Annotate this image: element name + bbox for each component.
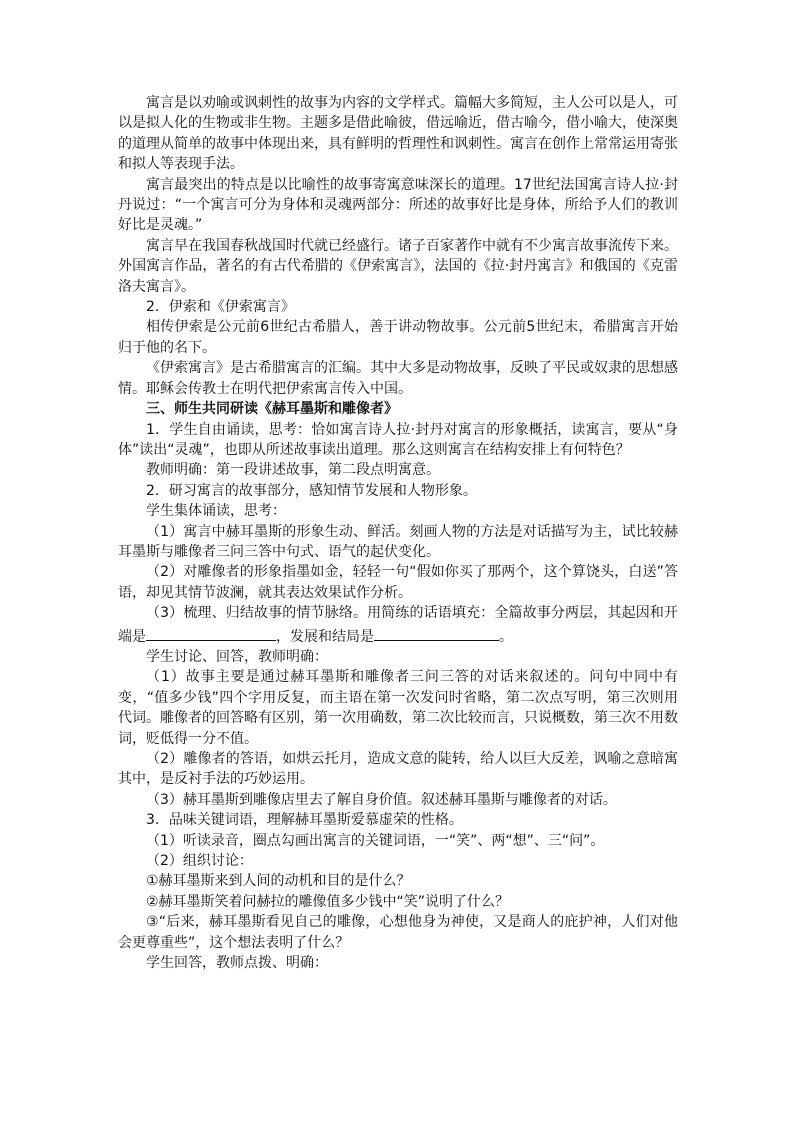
paragraph-discussion-q2: ②赫耳墨斯笑着问赫拉的雕像值多少钱中“笑”说明了什么？	[146, 893, 510, 910]
fill-in-blank-2	[374, 624, 499, 641]
paragraph-listen-record: （1）听读录音，圈点勾画出寓言的关键词语，一“笑”、两“想”、三“问”。	[146, 832, 605, 849]
paragraph-aesop-fables: 《伊索寓言》是古希腊寓言的汇编。其中大多是动物故事，反映了平民或奴隶的思想感情。耶稣会传教士在明代把伊索寓言传入中国。	[118, 360, 678, 397]
paragraph-organize-discussion: （2）组织讨论：	[146, 853, 253, 870]
paragraph-task-3: 3．品味关键词语，理解赫耳墨斯爱慕虚荣的性格。	[146, 812, 463, 829]
paragraph-fable-definition: 寓言是以劝喻或讽刺性的故事为内容的文学样式。篇幅大多简短，主人公可以是人，可以是拟人化的生物或非生物。主题多是借此喻彼，借远喻近，借古喻今，借小喻大，使深奥的道理从简单的故事中体现出来，具有鲜明的哲理性和讽刺性。寓言在创作上常常运用寄张和拟人等表现手法。	[118, 95, 678, 173]
paragraph-answer-1: （1）故事主要是通过赫耳墨斯和雕像者三问三答的对话来叙述的。问句中同中有变，“值多少钱”四个字用反复，而主语在第一次发问时省略，第二次点写明，第三次则用代词。雕像者的回答略有区别，第一次用确数，第二次比较而言，只说概数，第三次不用数词，贬低得一分不值。	[118, 669, 678, 747]
paragraph-fill-in-question	[118, 603, 678, 647]
paragraph-fable-history: 寓言早在我国春秋战国时代就已经盛行。诸子百家著作中就有不少寓言故事流传下来。外国寓言作品，著名的有古代希腊的《伊索寓言》，法国的《拉·封丹寓言》和俄国的《克雷洛夫寓言》。	[118, 237, 678, 295]
fill-in-prefix: （3）梳理、归结故事的情节脉络。用简练的话语填充：全篇故事分两层，其起因和开端是	[118, 605, 678, 645]
paragraph-discussion-q1: ①赫耳墨斯来到人间的动机和目的是什么？	[146, 873, 411, 890]
fill-in-middle: ，发展和结局是	[276, 628, 374, 645]
paragraph-discussion-intro: 学生讨论、回答，教师明确：	[146, 648, 328, 665]
paragraph-teacher-clarify-1: 教师明确：第一段讲述故事，第二段点明寓意。	[146, 462, 440, 479]
paragraph-aesop-bio: 相传伊索是公元前6世纪古希腊人，善于讲动物故事。公元前5世纪末，希腊寓言开始归于他的名下。	[118, 319, 678, 356]
fill-in-blank-1	[146, 624, 276, 641]
paragraph-discussion-q3: ③“后来，赫耳墨斯看见自己的雕像，心想他身为神使，又是商人的庇护神，人们对他会更尊重些”，这个想法表明了什么？	[118, 914, 678, 951]
paragraph-task-2: 2．研习寓言的故事部分，感知情节发展和人物形象。	[146, 482, 477, 499]
fill-in-suffix: 。	[499, 628, 513, 645]
document-page	[118, 93, 678, 973]
paragraph-question-2: （2）对雕像者的形象指墨如金，轻轻一句“假如你买了那两个，这个算饶头，白送”答语，却见其情节波澜，就其表达效果试作分析。	[118, 564, 678, 601]
paragraph-fable-feature: 寓言最突出的特点是以比喻性的故事寄寓意味深长的道理。17世纪法国寓言诗人拉·封丹说过：“一个寓言可分为身体和灵魂两部分：所述的故事好比是身体，所给予人们的教训好比是灵魂。”	[118, 176, 678, 234]
paragraph-question-1: （1）寓言中赫耳墨斯的形象生动、鲜活。刻画人物的方法是对话描写为主，试比较赫耳墨斯与雕像者三问三答中句式、语气的起伏变化。	[118, 523, 678, 560]
paragraph-group-reading: 学生集体诵读，思考：	[146, 503, 286, 520]
paragraph-student-answer: 学生回答，教师点拨、明确：	[146, 955, 328, 972]
paragraph-answer-2: （2）雕像者的答语，如烘云托月，造成文意的陡转，给人以巨大反差，讽喻之意暗寓其中，是反衬手法的巧妙运用。	[118, 751, 678, 788]
section-heading-3: 三、师生共同研读《赫耳墨斯和雕像者》	[146, 401, 398, 418]
paragraph-answer-3: （3）赫耳墨斯到雕像店里去了解自身价值。叙述赫耳墨斯与雕像者的对话。	[146, 791, 617, 808]
subheading-aesop: 2．伊索和《伊索寓言》	[146, 299, 295, 316]
paragraph-task-1: 1．学生自由诵读，思考：恰如寓言诗人拉·封丹对寓言的形象概括，读寓言，要从“身体”读出“灵魂”，也即从所述故事读出道理。那么这则寓言在结构安排上有何特色？	[118, 421, 678, 458]
